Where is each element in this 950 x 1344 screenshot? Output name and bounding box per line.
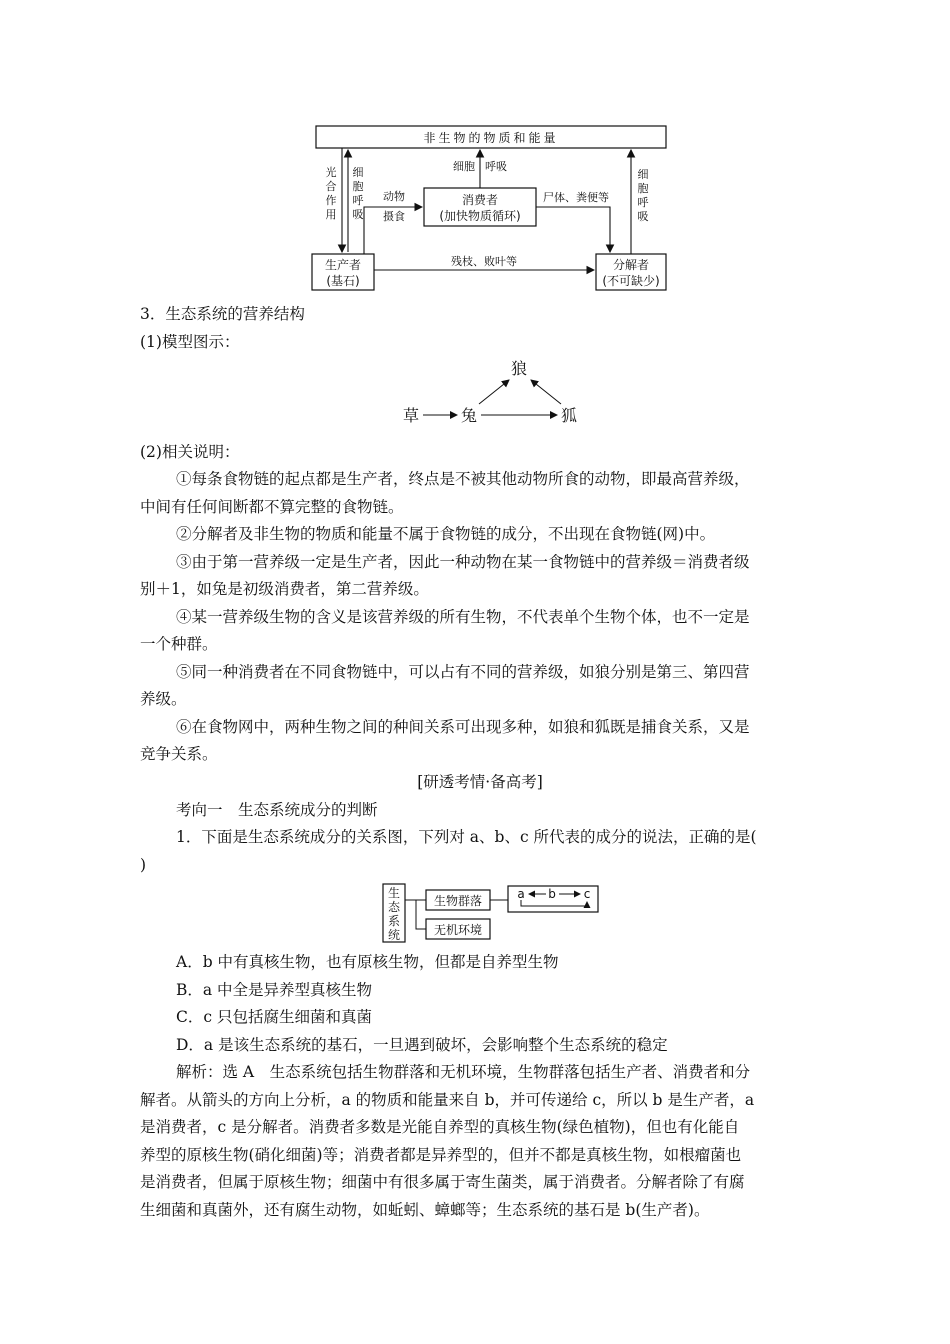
wolf-label: 狼 [510, 359, 528, 378]
subheading-notes: (2)相关说明： [140, 443, 240, 461]
svg-text:呼: 呼 [637, 196, 649, 209]
note-3a: ③由于第一营养级一定是生产者，因此一种动物在某一食物链中的营养级＝消费者级 [176, 553, 750, 571]
note-4b: 一个种群。 [140, 635, 218, 653]
svg-text:吸: 吸 [352, 208, 364, 221]
svg-text:用: 用 [325, 208, 337, 221]
rabbit-label: 兔 [460, 406, 478, 425]
a-label: a [517, 887, 525, 901]
environment-label: 无机环境 [433, 923, 483, 937]
answer-line-3: 是消费者，c 是分解者。消费者多数是光能自养型的真核生物(绿色植物)，但也有化能自 [140, 1118, 740, 1136]
food-web-diagram [395, 352, 595, 432]
note-6b: 竞争关系。 [140, 745, 218, 763]
answer-line-4: 养型的原核生物(硝化细菌)等；消费者都是异养型的，但并不都是真核生物，如根瘤菌也 [140, 1146, 742, 1164]
answer-line-6: 生细菌和真菌外，还有腐生动物，如蚯蚓、蟑螂等；生态系统的基石是 b(生产者)。 [140, 1201, 710, 1219]
svg-text:细: 细 [637, 168, 649, 181]
decomposer-label: 分解者 [612, 258, 650, 272]
svg-text:尸体、粪便等: 尸体、粪便等 [543, 191, 609, 204]
answer-line-1: 解析：选 A 生态系统包括生物群落和无机环境，生物群落包括生产者、消费者和分 [176, 1063, 751, 1081]
note-5b: 养级。 [140, 690, 187, 708]
note-6a: ⑥在食物网中，两种生物之间的种间关系可出现多种，如狼和狐既是捕食关系，又是 [176, 718, 750, 736]
section-heading: [研透考情·备高考] [417, 773, 543, 791]
abiotic-label: 非生物的物质和能量 [423, 131, 559, 145]
svg-text:态: 态 [387, 900, 401, 914]
option-d: D．a 是该生态系统的基石，一旦遇到破坏，会影响整个生态系统的稳定 [176, 1036, 668, 1054]
consumer-note: (加快物质循环) [439, 209, 521, 223]
svg-text:呼吸: 呼吸 [485, 160, 507, 173]
grass-label: 草 [402, 406, 420, 425]
question-1b: ) [140, 856, 147, 874]
decomposer-note: (不可缺少) [602, 274, 660, 288]
option-a: A．b 中有真核生物，也有原核生物，但都是自养型生物 [176, 953, 559, 971]
option-c: C．c 只包括腐生细菌和真菌 [176, 1008, 372, 1026]
producer-note: (基石) [326, 274, 360, 288]
fox-label: 狐 [560, 406, 578, 425]
note-1a: ①每条食物链的起点都是生产者，终点是不被其他动物所食的动物，即最高营养级， [176, 470, 750, 488]
note-2: ②分解者及非生物的物质和能量不属于食物链的成分，不出现在食物链(网)中。 [176, 525, 716, 543]
ecosystem-composition-diagram [380, 880, 610, 944]
svg-text:胞: 胞 [637, 182, 649, 195]
ecosystem-component-diagram [300, 118, 680, 298]
direction-title: 考向一 生态系统成分的判断 [176, 801, 378, 819]
svg-text:呼: 呼 [352, 194, 364, 207]
producer-label: 生产者 [324, 258, 362, 272]
answer-line-5: 是消费者，但属于原核生物；细菌中有很多属于寄生菌类，属于消费者。分解者除了有腐 [140, 1173, 745, 1191]
svg-text:统: 统 [387, 928, 401, 942]
svg-text:光: 光 [325, 166, 337, 179]
community-label: 生物群落 [433, 894, 483, 908]
svg-text:作: 作 [325, 194, 337, 207]
consumer-label: 消费者 [461, 193, 499, 207]
question-1a: 1．下面是生态系统成分的关系图，下列对 a、b、c 所代表的成分的说法，正确的是( [176, 828, 757, 846]
note-5a: ⑤同一种消费者在不同食物链中，可以占有不同的营养级，如狼分别是第三、第四营 [176, 663, 750, 681]
svg-text:细: 细 [352, 166, 364, 179]
svg-text:细胞: 细胞 [453, 160, 475, 173]
subheading-model: (1)模型图示： [140, 333, 240, 351]
section-title: 3．生态系统的营养结构 [140, 305, 305, 323]
b-label: b [548, 887, 556, 901]
svg-text:残枝、败叶等: 残枝、败叶等 [451, 255, 517, 268]
svg-text:合: 合 [325, 180, 337, 193]
note-4a: ④某一营养级生物的含义是该营养级的所有生物，不代表单个生物个体，也不一定是 [176, 608, 750, 626]
svg-text:生: 生 [387, 886, 401, 900]
svg-text:摄食: 摄食 [383, 210, 405, 223]
note-1b: 中间有任何间断都不算完整的食物链。 [140, 498, 404, 516]
option-b: B．a 中全是异养型真核生物 [176, 981, 373, 999]
answer-line-2: 解者。从箭头的方向上分析，a 的物质和能量来自 b，并可传递给 c，所以 b 是生产者，a [140, 1091, 755, 1109]
svg-text:动物: 动物 [383, 190, 405, 203]
note-3b: 别＋1，如兔是初级消费者，第二营养级。 [140, 580, 429, 598]
svg-text:胞: 胞 [352, 180, 364, 193]
svg-text:吸: 吸 [637, 210, 649, 223]
c-label: c [583, 887, 591, 901]
svg-text:系: 系 [387, 914, 401, 928]
